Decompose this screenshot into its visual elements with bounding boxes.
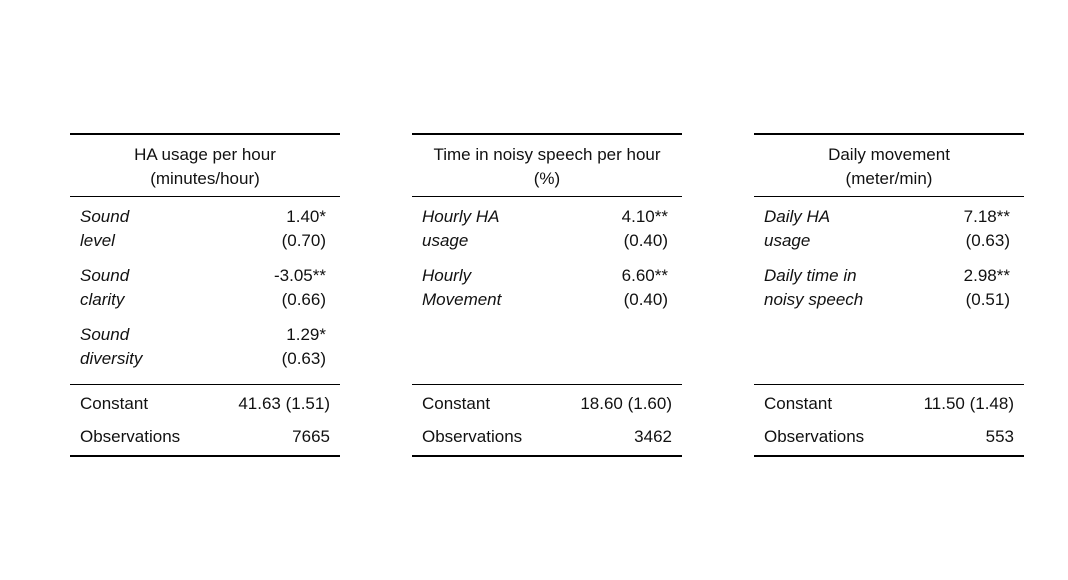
- coefficient-value: [964, 264, 1024, 313]
- regression-table-noisy-speech: [412, 133, 682, 457]
- predictor-name: Daily HA usage: [764, 207, 831, 250]
- observations-label: Observations: [754, 420, 895, 456]
- header-unit: (meter/min): [845, 169, 933, 188]
- coefficient-row: [70, 264, 340, 313]
- standard-error: (0.51): [965, 290, 1010, 309]
- observations-row: [70, 420, 340, 456]
- header-unit: (%): [533, 169, 561, 188]
- predictor-name: Hourly HA usage: [422, 207, 500, 250]
- coefficient-section: [412, 197, 682, 385]
- coefficient-row: [70, 323, 340, 372]
- constant-row: [754, 385, 1024, 421]
- standard-error: (0.70): [281, 231, 326, 250]
- standard-error: (0.63): [281, 349, 326, 368]
- coefficient-section: [754, 197, 1024, 385]
- standard-error: (0.40): [623, 290, 668, 309]
- constant-row: [412, 385, 682, 421]
- coefficient-row: [412, 264, 682, 313]
- regression-table-ha-usage: [70, 133, 340, 457]
- header-unit: (minutes/hour): [150, 169, 260, 188]
- predictor-name: Sound clarity: [80, 266, 130, 309]
- table-header: [754, 134, 1024, 197]
- observations-row: [412, 420, 682, 456]
- constant-label: Constant: [70, 385, 210, 421]
- estimate: 2.98**: [963, 266, 1010, 285]
- constant-label: Constant: [412, 385, 552, 421]
- coefficient-value: [274, 264, 340, 313]
- observations-label: Observations: [70, 420, 210, 456]
- standard-error: (0.63): [965, 231, 1010, 250]
- coefficient-value: [282, 323, 340, 372]
- coefficient-value: [622, 205, 682, 254]
- constant-value: 11.50 (1.48): [895, 385, 1024, 421]
- predictor-name: Hourly Movement: [422, 266, 502, 309]
- observations-row: [754, 420, 1024, 456]
- observations-label: Observations: [412, 420, 552, 456]
- predictor-name: Sound diversity: [80, 325, 143, 368]
- coefficient-section: [70, 197, 340, 385]
- predictor-name: Daily time in noisy speech: [764, 266, 864, 309]
- table-header: [70, 134, 340, 197]
- predictor-name: Sound level: [80, 207, 130, 250]
- coefficient-value: [964, 205, 1024, 254]
- estimate: 7.18**: [963, 207, 1010, 226]
- constant-value: 41.63 (1.51): [210, 385, 340, 421]
- observations-value: 7665: [210, 420, 340, 456]
- constant-label: Constant: [754, 385, 895, 421]
- regression-table-daily-movement: [754, 133, 1024, 457]
- coefficient-row: [70, 205, 340, 254]
- standard-error: (0.66): [281, 290, 326, 309]
- header-title: Daily movement: [828, 145, 950, 164]
- constant-value: 18.60 (1.60): [552, 385, 682, 421]
- coefficient-row: [754, 264, 1024, 313]
- coefficient-row: [412, 205, 682, 254]
- coefficient-value: [622, 264, 682, 313]
- estimate: 1.29*: [286, 325, 326, 344]
- table-header: [412, 134, 682, 197]
- constant-row: [70, 385, 340, 421]
- estimate: 1.40*: [286, 207, 326, 226]
- estimate: -3.05**: [274, 266, 326, 285]
- header-title: Time in noisy speech per hour: [433, 145, 661, 164]
- coefficient-value: [282, 205, 340, 254]
- estimate: 4.10**: [621, 207, 668, 226]
- estimate: 6.60**: [621, 266, 668, 285]
- observations-value: 3462: [552, 420, 682, 456]
- header-title: HA usage per hour: [134, 145, 276, 164]
- standard-error: (0.40): [623, 231, 668, 250]
- observations-value: 553: [895, 420, 1024, 456]
- coefficient-row: [754, 205, 1024, 254]
